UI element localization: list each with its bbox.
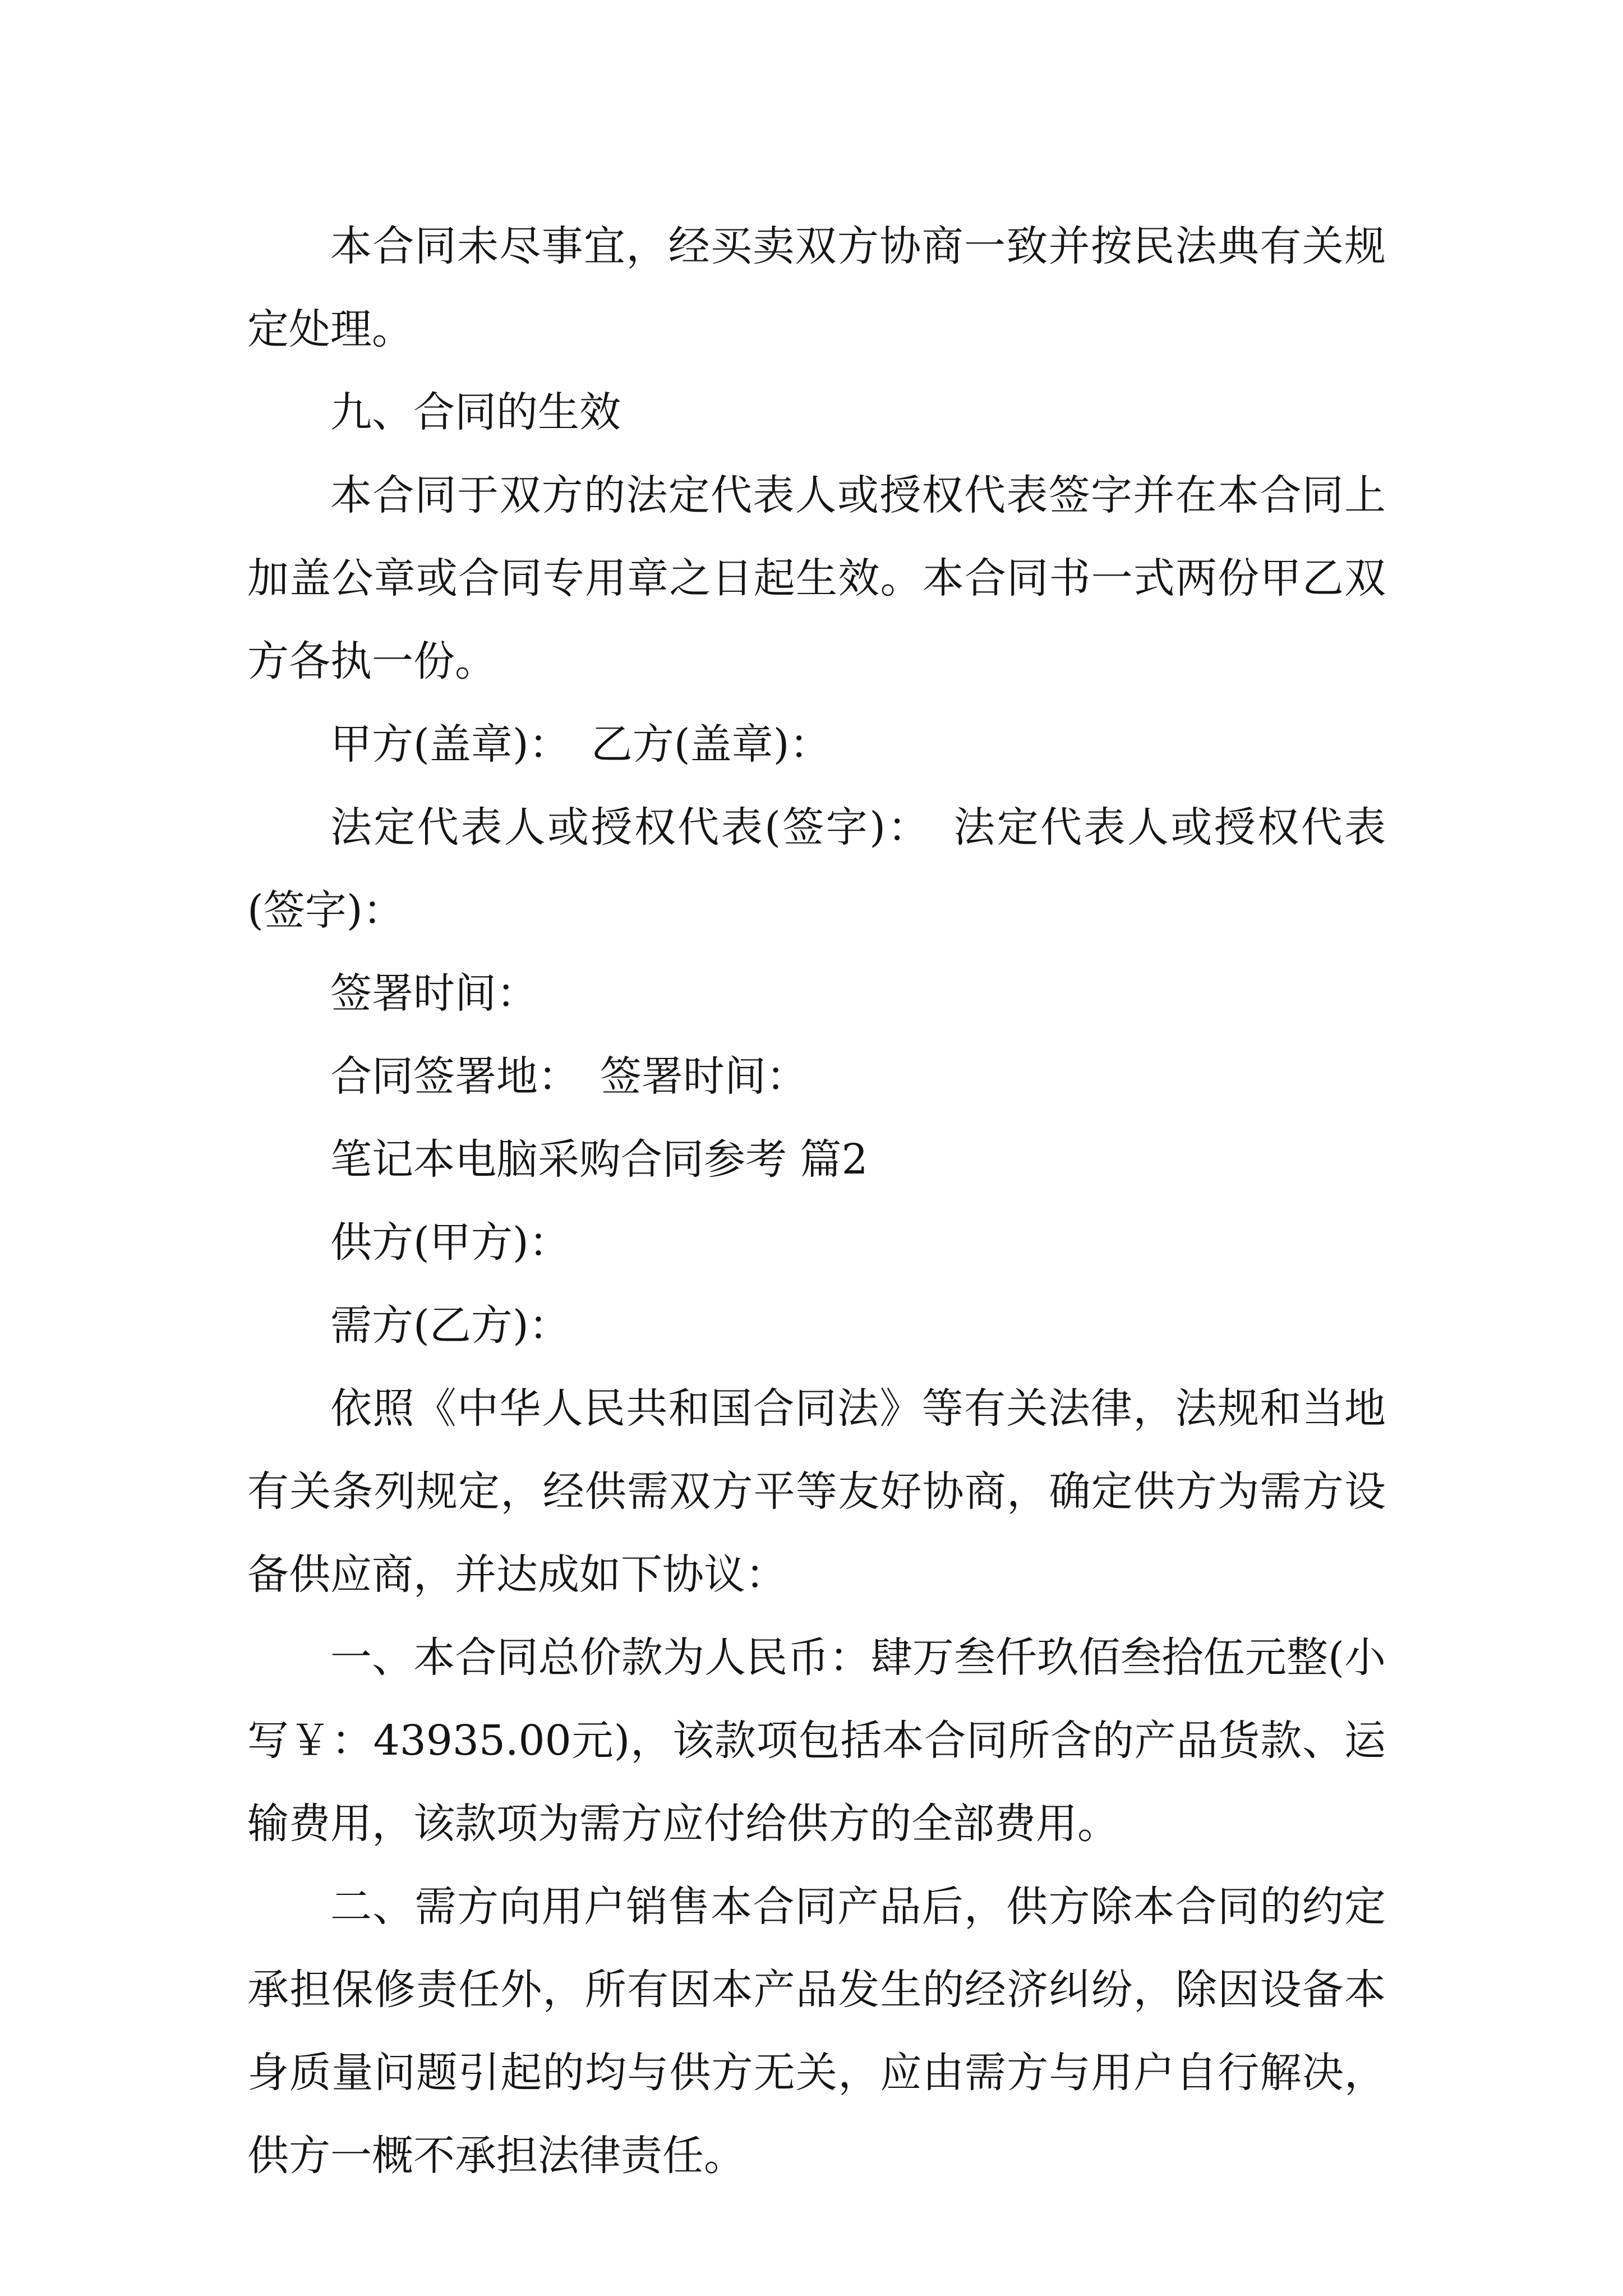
article-title-part2: 笔记本电脑采购合同参考 篇2: [330, 1135, 868, 1184]
signing-place-line: 合同签署地： 签署时间：: [330, 1052, 808, 1101]
signature-line: 法定代表人或授权代表(签字)： 法定代表人或授权代表(签字)：: [247, 803, 1386, 935]
section-heading-effectiveness: 九、合同的生效: [330, 388, 621, 436]
supplier-line: 供方(甲方)：: [330, 1218, 570, 1267]
paragraph-clause-2-liability: 二、需方向用户销售本合同产品后，供方除本合同的约定承担保修责任外，所有因本产品发生的经济纠纷，除因设备本身质量问题引起的均与供方无关，应由需方与用户自行解决，供方一概不承担法律责任。: [247, 1883, 1386, 2180]
buyer-line: 需方(乙方)：: [330, 1301, 570, 1350]
document-body: [247, 205, 1386, 2197]
paragraph-clause-1-price: 一、本合同总价款为人民币：肆万叁仟玖佰叁拾伍元整(小写￥：43935.00元)，该款项包括本合同所含的产品货款、运输费用，该款项为需方应付给供方的全部费用。: [247, 1634, 1386, 1848]
paragraph-unresolved-matters: 本合同未尽事宜，经买卖双方协商一致并按民法典有关规定处理。: [247, 222, 1386, 353]
paragraph-legal-basis: 依照《中华人民共和国合同法》等有关法律，法规和当地有关条列规定，经供需双方平等友好协商，确定供方为需方设备供应商，并达成如下协议：: [247, 1384, 1386, 1599]
signing-date-line: 签署时间：: [330, 969, 538, 1018]
paragraph-effectiveness: 本合同于双方的法定代表人或授权代表签字并在本合同上加盖公章或合同专用章之日起生效。本合同书一式两份甲乙双方各执一份。: [247, 471, 1386, 685]
seal-line: 甲方(盖章)： 乙方(盖章)：: [330, 720, 831, 769]
